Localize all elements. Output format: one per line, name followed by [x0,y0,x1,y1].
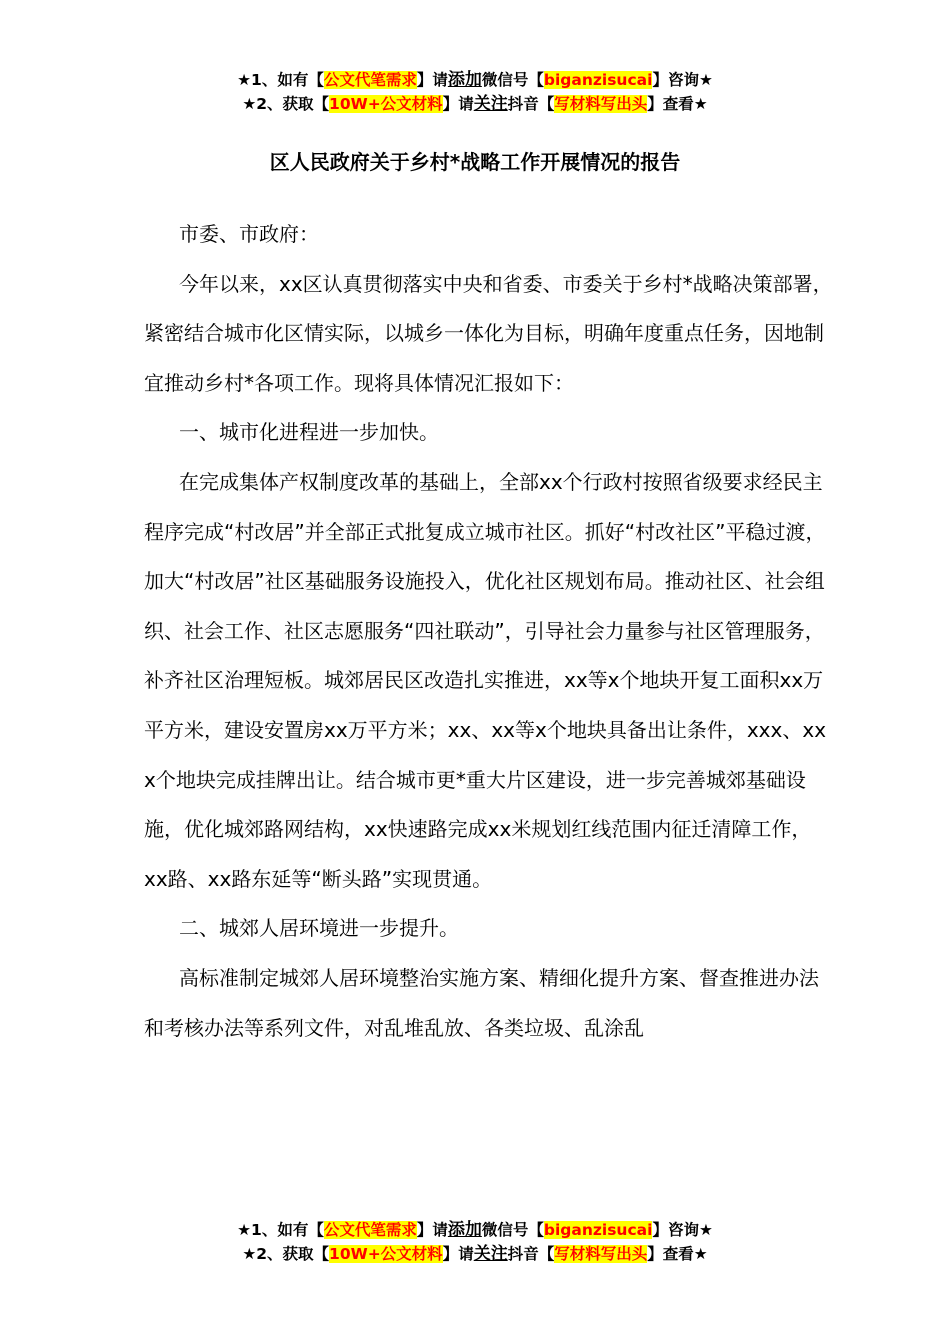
banner-highlight: 写材料写出头 [554,95,648,113]
banner-text: ★2、获取【 [242,1245,330,1263]
banner-text: 抖音【 [507,95,555,113]
banner-underline: 添加 [447,70,482,90]
paragraph: 高标准制定城郊人居环境整治实施方案、精细化提升方案、督查推进办法和考核办法等系列文件，对乱堆乱放、各类垃圾、乱涂乱 [144,965,819,1040]
paragraph: 今年以来，xx区认真贯彻落实中央和省委、市委关于乡村*战略决策部署，紧密结合城市化区情实际，以城乡一体化为目标，明确年度重点任务，因地制宜推动乡村*各项工作。现将具体情况汇报如下： [144,271,833,395]
banner-text: 】请 [442,1245,474,1263]
banner-text: 微信号【 [481,1221,544,1239]
bottom-banner [0,1218,950,1266]
document-body [144,210,834,1053]
banner-underline: 添加 [447,1220,482,1240]
banner-highlight: 写材料写出头 [554,1245,648,1263]
banner-text: 】咨询★ [652,1221,713,1239]
banner-highlight: 10W+公文材料 [329,1245,443,1263]
banner-line-2 [0,92,950,116]
banner-text: ★2、获取【 [242,95,330,113]
banner-text: ★1、如有【 [237,71,324,89]
banner-text: 】查看★ [647,95,708,113]
section-heading: 一、城市化进程进一步加快。 [179,420,439,445]
banner-text: 】请 [416,1221,448,1239]
document-title: 区人民政府关于乡村*战略工作开展情况的报告 [269,150,681,174]
banner-highlight: biganzisucai [543,1221,653,1239]
section-heading: 二、城郊人居环境进一步提升。 [179,916,459,941]
banner-line-2 [0,1242,950,1266]
banner-text: 】查看★ [647,1245,708,1263]
banner-highlight: 公文代笔需求 [323,1221,417,1239]
paragraph: 在完成集体产权制度改革的基础上，全部xx个行政村按照省级要求经民主程序完成“村改居”并全部正式批复成立城市社区。抓好“村改社区”平稳过渡，加大“村改居”社区基础服务设施投入，优化社区规划布局。推动社区、社会组织、社会工作、社区志愿服务“四社联动”，引导社会力量参与社区管理服务，补齐社区治理短板。城郊居民区改造扎实推进，xx等x个地块开复工面积xx万平方米，建设安置房xx万平方米；xx、xx等x个地块具备出让条件，xxx、xx x个地块完成挂牌出让。结合城市更*重大片区建设，进一步完善城郊基础设施，优化城郊路网结构，xx快速路完成xx米规划红线范围内征迁清障工作，xx路、xx路东延等“断头路”实现贯通。 [144,469,827,891]
banner-text: 微信号【 [481,71,544,89]
banner-highlight: 公文代笔需求 [323,71,417,89]
banner-text: 】咨询★ [652,71,713,89]
banner-highlight: 10W+公文材料 [329,95,443,113]
banner-highlight: biganzisucai [543,71,653,89]
top-banner [0,68,950,116]
banner-text: 】请 [442,95,474,113]
salutation: 市委、市政府： [179,222,319,246]
banner-text: 】请 [416,71,448,89]
banner-text: 抖音【 [507,1245,555,1263]
banner-underline: 关注 [473,1244,508,1264]
banner-text: ★1、如有【 [237,1221,324,1239]
banner-line-1 [0,1218,950,1242]
banner-underline: 关注 [473,94,508,114]
banner-line-1 [0,68,950,92]
